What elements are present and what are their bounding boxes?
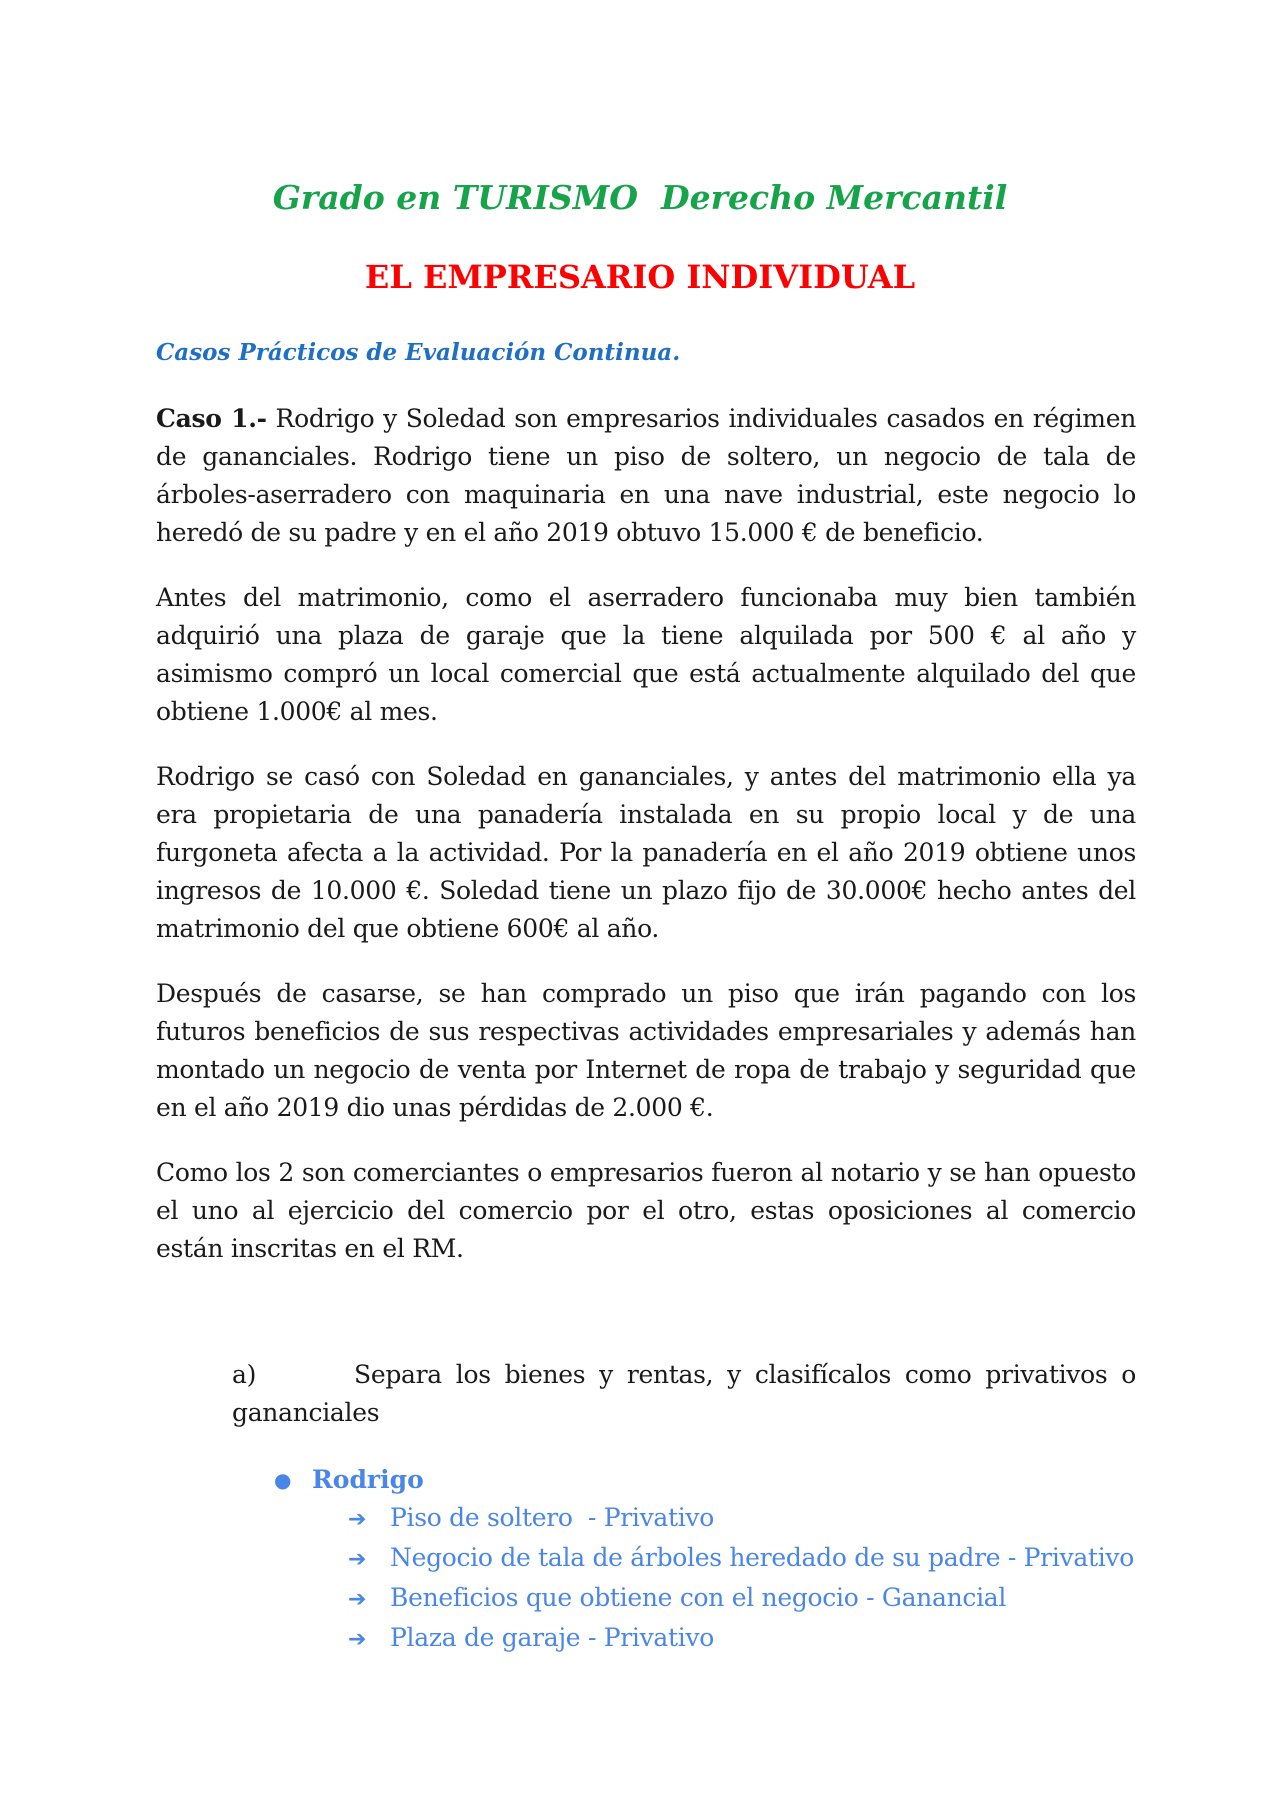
answer-person: [274, 1461, 424, 1499]
list-item-text: Beneficios que obtiene con el negocio - Ganancial: [390, 1583, 1007, 1612]
course-title: Grado en TURISMO Derecho Mercantil: [272, 178, 1008, 217]
case-label: Caso 1.-: [156, 404, 267, 433]
case-paragraph-5: Como los 2 son comerciantes o empresarios fueron al notario y se han opuesto el uno al ejercicio del comercio por el otro, estas oposiciones al comercio están inscritas en el RM.: [156, 1158, 1136, 1263]
case-paragraph-2: Antes del matrimonio, como el aserradero funcionaba muy bien también adquirió una plaza de garaje que la tiene alquilada por 500 € al año y asimismo compró un local comercial que está actualmente alquilado del que obtiene 1.000€ al mes.: [156, 583, 1136, 726]
arrow-right-icon: ➔: [348, 1547, 367, 1572]
case-paragraph-4: Después de casarse, se han comprado un piso que irán pagando con los futuros beneficios de sus respectivas actividades empresariales y además han montado un negocio de venta por Internet de ropa de trabajo y seguridad que en el año 2019 dio unas pérdidas de 2.000 €.: [156, 979, 1136, 1122]
question-a: [232, 1356, 1136, 1432]
answer-item-list: [348, 1499, 1134, 1659]
list-item-text: Negocio de tala de árboles heredado de su padre - Privativo: [390, 1543, 1134, 1572]
list-item: [348, 1579, 1134, 1619]
document-heading: EL EMPRESARIO INDIVIDUAL: [364, 258, 916, 296]
list-item-text: Piso de soltero - Privativo: [390, 1503, 715, 1532]
list-item: [348, 1619, 1134, 1659]
question-text: Separa los bienes y rentas, y clasifícalos como privativos o gananciales: [232, 1360, 1136, 1427]
case-paragraph-1: [156, 400, 1136, 552]
case-paragraph-1-text: Rodrigo y Soledad son empresarios individuales casados en régimen de gananciales. Rodrigo tiene un piso de soltero, un negocio de tala de árboles-aserradero con maquinaria en una nave industrial, este negocio lo heredó de su padre y en el año 2019 obtuvo 15.000 € de beneficio.: [156, 404, 1136, 547]
arrow-right-icon: ➔: [348, 1507, 367, 1532]
arrow-right-icon: ➔: [348, 1587, 367, 1612]
case-paragraph-3: Rodrigo se casó con Soledad en gananciales, y antes del matrimonio ella ya era propietaria de una panadería instalada en su propio local y de una furgoneta afecta a la actividad. Por la panadería en el año 2019 obtiene unos ingresos de 10.000 €. Soledad tiene un plazo fijo de 30.000€ hecho antes del matrimonio del que obtiene 600€ al año.: [156, 762, 1136, 943]
arrow-right-icon: ➔: [348, 1627, 367, 1652]
bullet-icon: ●: [274, 1468, 292, 1492]
question-letter: a): [232, 1360, 257, 1389]
answer-person-name: Rodrigo: [312, 1465, 424, 1494]
section-subtitle: Casos Prácticos de Evaluación Continua.: [156, 339, 681, 366]
list-item-text: Plaza de garaje - Privativo: [390, 1623, 715, 1652]
list-item: [348, 1539, 1134, 1579]
list-item: [348, 1499, 1134, 1539]
